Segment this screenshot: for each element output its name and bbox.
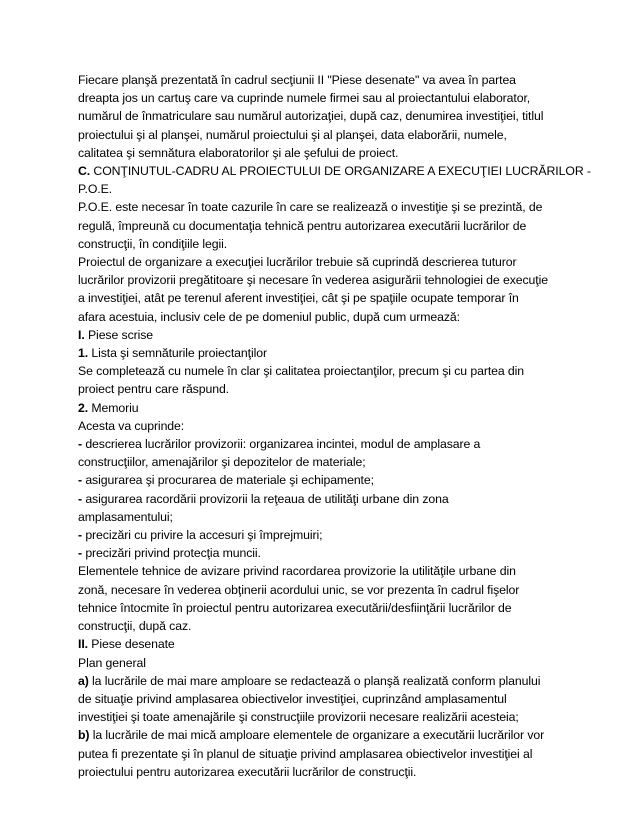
text-line [78,126,558,144]
bold-marker: 2. [78,400,89,415]
line-text: Plan general [78,655,146,670]
text-line [78,763,558,781]
line-text: proiectului şi al planşei, numărul proiectului şi al planşei, data elaborării, numele, [78,127,507,142]
line-text: a investiţiei, atât pe terenul aferent investiţiei, cât şi pe spaţiile ocupate temporar în [78,291,519,306]
text-line [78,562,558,580]
line-text: P.O.E. [78,182,113,197]
text-line [78,344,558,362]
bold-marker: b) [78,728,90,743]
line-text: precizări privind protecţia muncii. [82,546,261,561]
text-line [78,417,558,435]
bold-marker: - [78,473,82,488]
text-line [78,180,558,198]
line-text: Lista şi semnăturile proiectanţilor [88,346,267,361]
line-text: numărul de înmatriculare sau numărul autorizaţiei, după caz, denumirea investiţiei, titlul [78,109,544,124]
text-line [78,526,558,544]
line-text: precizări cu privire la accesuri şi împrejmuiri; [82,528,323,543]
bold-marker: - [78,491,82,506]
line-text: P.O.E. este necesar în toate cazurile în care se realizează o investiţie şi se prezintă, de [78,200,543,215]
text-line [78,144,558,162]
line-text: construcţiilor, amenajărilor şi depozitelor de materiale; [78,455,366,470]
line-text: construcţii, după caz. [78,619,192,634]
text-line [78,89,558,107]
text-line [78,654,558,672]
text-line [78,453,558,471]
text-line [78,217,558,235]
line-text: Proiectul de organizare a execuţiei lucrărilor trebuie să cuprindă descrierea tuturor [78,255,517,270]
line-text: asigurarea şi procurarea de materiale şi echipamente; [82,473,374,488]
line-text: asigurarea racordării provizorii la reţeaua de utilităţi urbane din zona [82,491,449,506]
text-line [78,508,558,526]
line-text: proiect pentru care răspund. [78,382,230,397]
bold-marker: - [78,546,82,561]
bold-marker: 1. [78,346,89,361]
text-line [78,708,558,726]
text-line [78,235,558,253]
text-line [78,162,591,180]
text-line [78,271,558,289]
text-line [78,617,558,635]
line-text: construcţii, în condiţiile legii. [78,236,228,251]
line-text: Se completează cu numele în clar şi calitatea proiectanţilor, precum şi cu partea din [78,364,525,379]
line-text: CONŢINUTUL-CADRU AL PROIECTULUI DE ORGANIZARE A EXECUŢIEI LUCRĂRILOR - [90,164,591,179]
text-line [78,107,558,125]
text-line [78,726,558,744]
line-text: afara acestuia, inclusiv cele de pe domeniul public, după cum urmează: [78,309,460,324]
text-line [78,289,558,307]
text-line [78,690,558,708]
text-line [78,435,558,453]
line-text: Piese scrise [84,327,154,342]
line-text: Memoriu [88,400,139,415]
text-line [78,581,558,599]
text-line [78,399,558,417]
text-line [78,745,558,763]
line-text: lucrărilor provizorii pregătitoare şi necesare în vederea asigurării tehnologiei de execuţie [78,273,548,288]
line-text: investiţiei şi toate amenajările şi construcţiile provizorii necesare realizării acesteia; [78,710,519,725]
document-page [78,71,591,781]
line-text: Elementele tehnice de avizare privind racordarea provizorie la utilităţile urbane din [78,564,516,579]
bold-marker: a) [78,673,89,688]
text-line [78,198,558,216]
text-line [78,326,558,344]
text-line [78,362,558,380]
line-text: Acesta va cuprinde: [78,418,185,433]
text-line [78,490,558,508]
line-text: amplasamentului; [78,509,173,524]
text-line [78,253,558,271]
bold-marker: I. [78,327,85,342]
line-text: descrierea lucrărilor provizorii: organizarea incintei, modul de amplasare a [82,437,481,452]
text-line [78,471,558,489]
line-text: la lucrările de mai mică amploare elementele de organizare a executării lucrărilor vor [89,728,545,743]
text-line [78,599,558,617]
text-line [78,635,558,653]
line-text: Fiecare planşă prezentată în cadrul secţiunii II "Piese desenate" va avea în partea [78,73,516,87]
text-line [78,71,558,89]
line-text: tehnice întocmite în proiectul pentru autorizarea executării/desfiinţării lucrărilor de [78,600,512,615]
bold-marker: C. [78,164,91,179]
line-text: la lucrările de mai mare amploare se redactează o planşă realizată conform planului [88,673,541,688]
bold-marker: - [78,437,82,452]
line-text: dreapta jos un cartuş care va cuprinde numele firmei sau al proiectantului elaborator, [78,91,531,106]
line-text: putea fi prezentate şi în planul de situaţie privind amplasarea obiectivelor investiţiei al [78,746,533,761]
bold-marker: II. [78,637,88,652]
text-line [78,380,558,398]
text-line [78,544,558,562]
text-line [78,308,558,326]
line-text: Piese desenate [87,637,175,652]
line-text: de situaţie privind amplasarea obiectivelor investiţiei, cuprinzând amplasamentul [78,691,507,706]
line-text: calitatea şi semnătura elaboratorilor şi ale şefului de proiect. [78,145,399,160]
text-line [78,672,558,690]
line-text: zonă, necesare în vederea obţinerii acordului unic, se vor prezenta în cadrul fişelor [78,582,520,597]
line-text: regulă, împreună cu documentaţia tehnică pentru autorizarea executării lucrărilor de [78,218,527,233]
bold-marker: - [78,528,82,543]
line-text: proiectului pentru autorizarea executării lucrărilor de construcţii. [78,764,417,779]
